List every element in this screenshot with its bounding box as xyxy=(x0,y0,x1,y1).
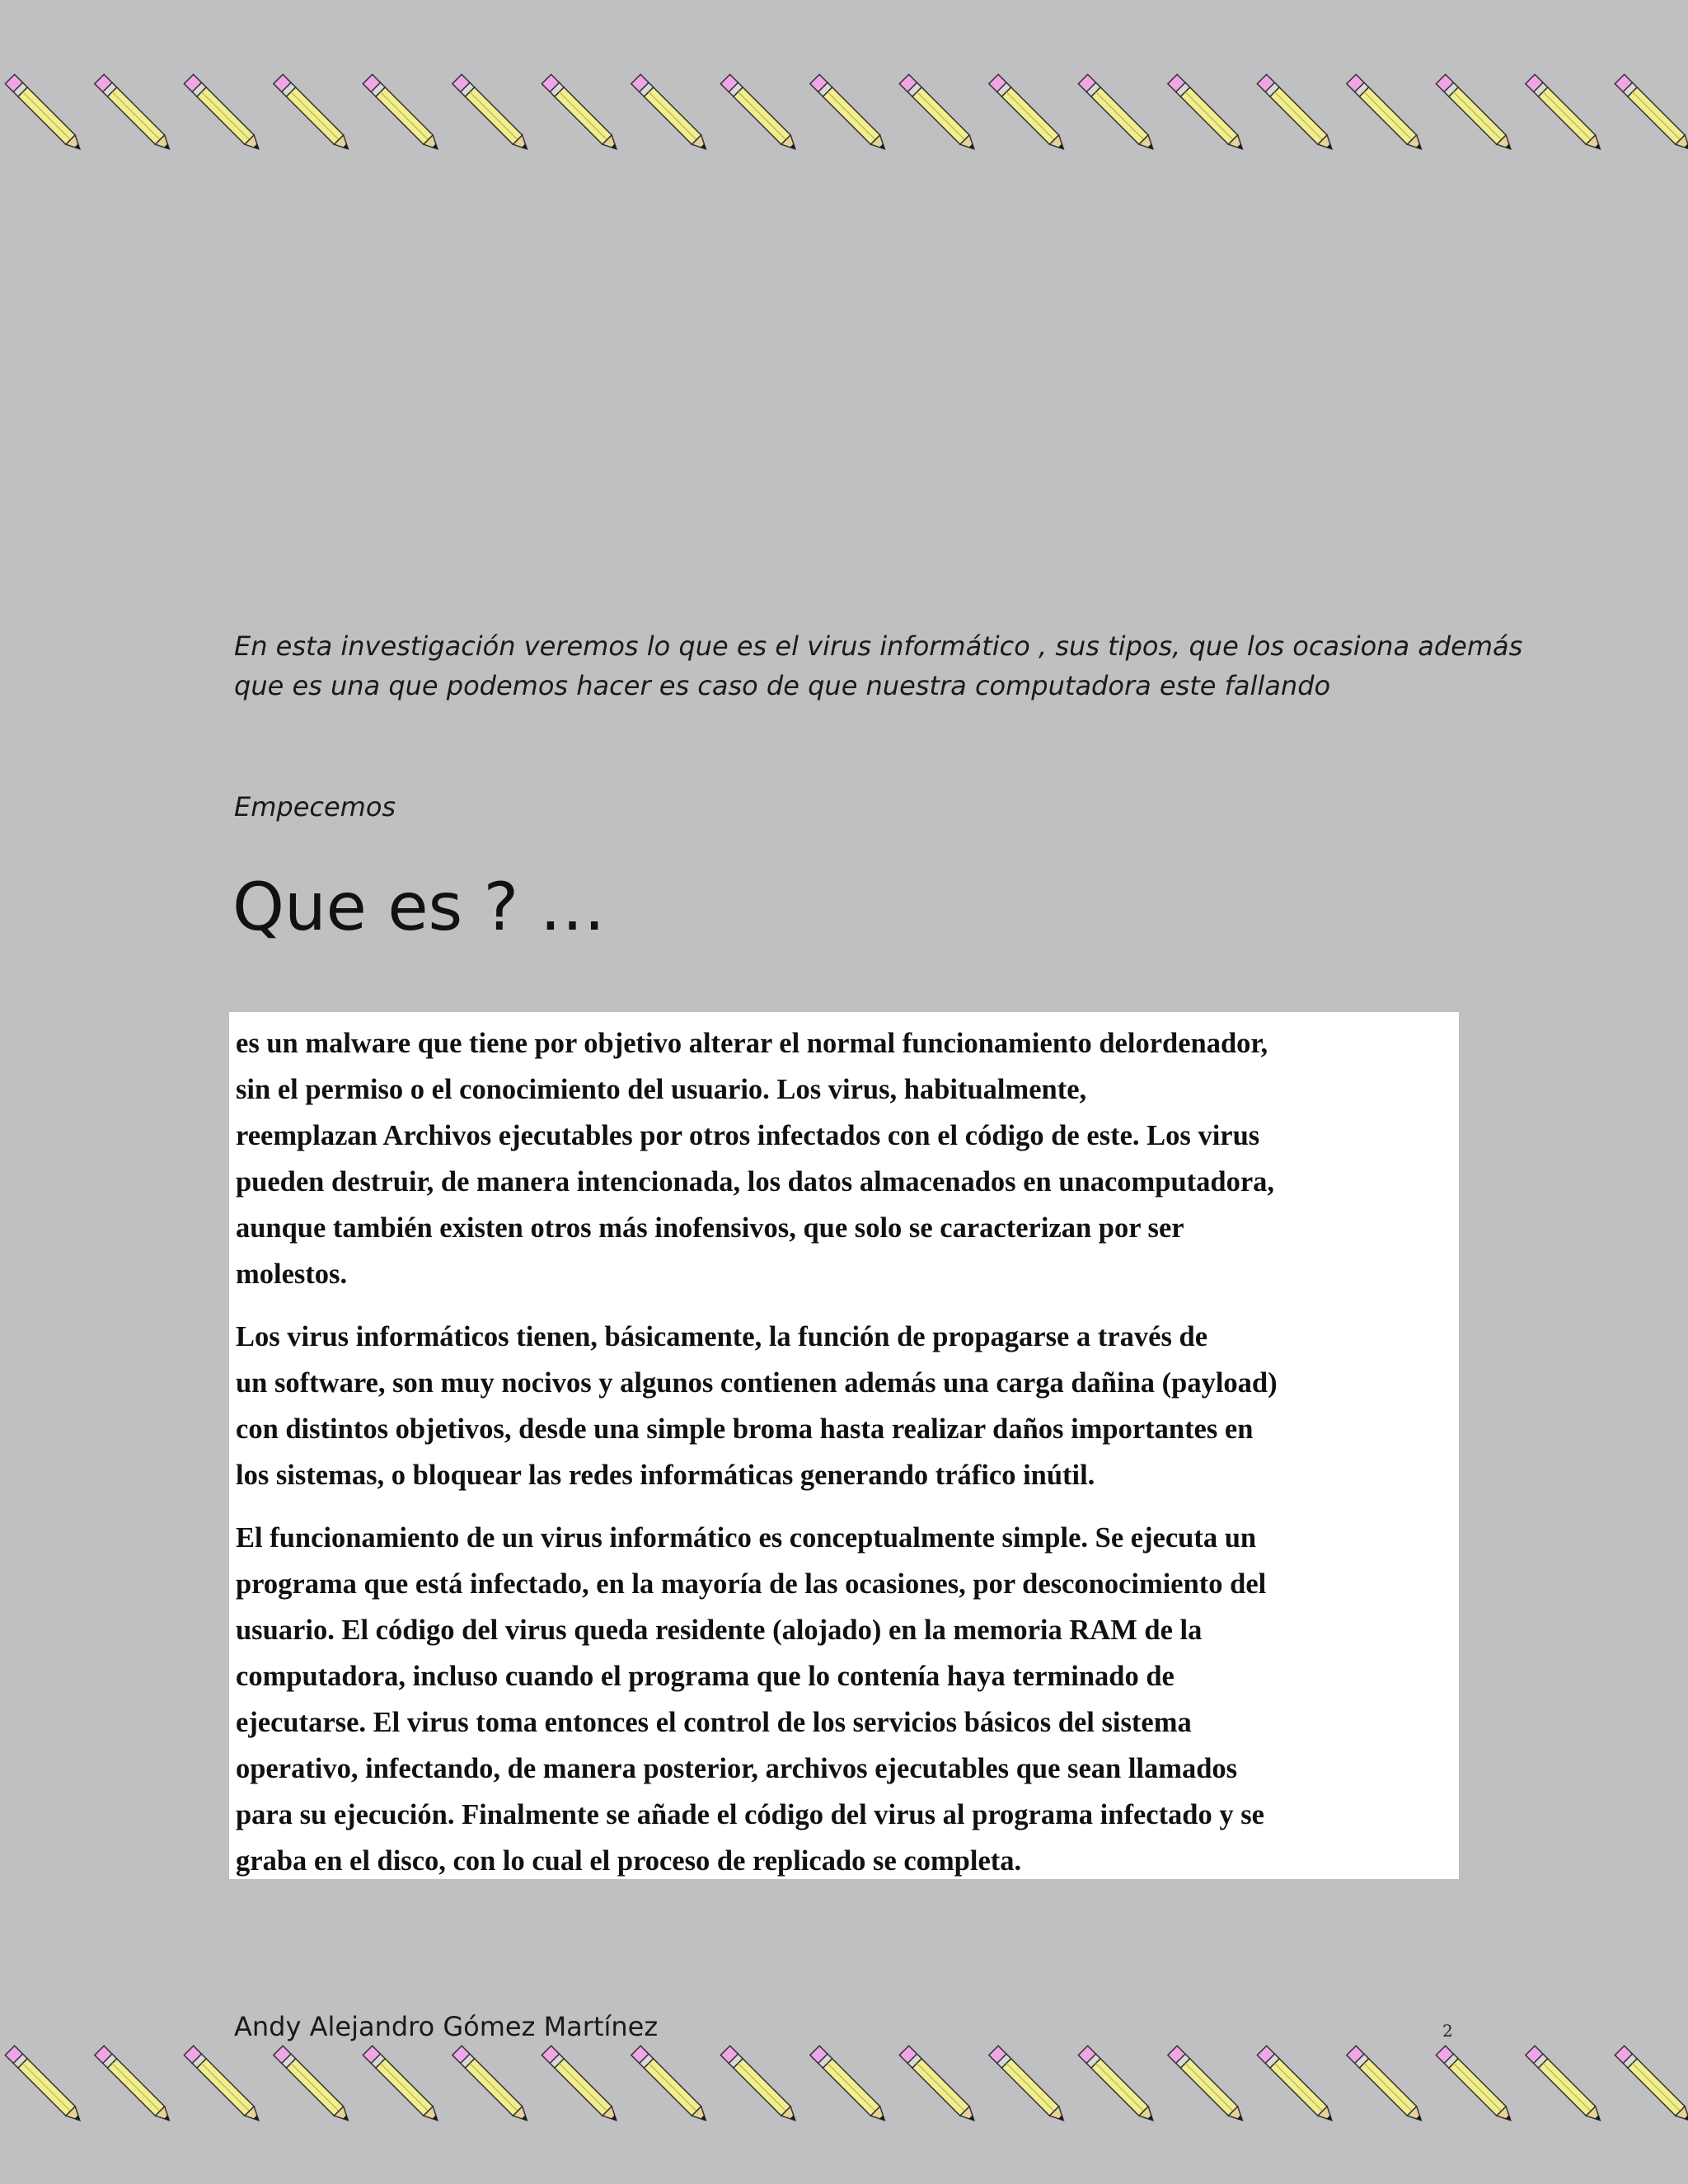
pencil-icon xyxy=(95,2046,174,2125)
pencil-icon xyxy=(95,74,174,153)
paragraph-line: El funcionamiento de un virus informático es conceptualmente simple. Se ejecuta un xyxy=(236,1522,1257,1554)
pencil-icon xyxy=(5,2046,84,2125)
paragraph-definition xyxy=(236,1020,1452,1297)
paragraph-line: los sistemas, o bloquear las redes informáticas generando tráfico inútil. xyxy=(236,1460,1095,1491)
pencil-icon xyxy=(1615,74,1688,153)
pencil-border-bottom xyxy=(0,2036,1688,2151)
pencil-icon xyxy=(1347,2046,1426,2125)
pencil-icon xyxy=(1168,2046,1247,2125)
paragraph-line: para su ejecución. Finalmente se añade el código del virus al programa infectado y se xyxy=(236,1799,1264,1830)
paragraph-line: reemplazan Archivos ejecutables por otros infectados con el código de este. Los virus xyxy=(236,1120,1260,1151)
pencil-icon xyxy=(720,74,799,153)
paragraph-operation xyxy=(236,1515,1452,1884)
pencil-icon xyxy=(274,2046,353,2125)
pencil-icon xyxy=(452,74,532,153)
top-pencil-border xyxy=(0,64,1688,180)
paragraph-line: operativo, infectando, de manera posterior, archivos ejecutables que sean llamados xyxy=(236,1753,1238,1784)
pencil-icon xyxy=(184,74,263,153)
paragraph-line: ejecutarse. El virus toma entonces el control de los servicios básicos del sistema xyxy=(236,1707,1192,1738)
pencil-icon xyxy=(1257,2046,1336,2125)
intro-line: que es una que podemos hacer es caso de que nuestra computadora este fallando xyxy=(234,670,1331,701)
pencil-icon xyxy=(542,74,621,153)
paragraph-line: programa que está infectado, en la mayoría de las ocasiones, por desconocimiento del xyxy=(236,1568,1267,1600)
pencil-border-top xyxy=(0,64,1688,180)
start-label: Empecemos xyxy=(234,791,396,823)
page-number: 2 xyxy=(1442,2021,1453,2041)
pencil-icon xyxy=(1615,2046,1688,2125)
pencil-icon xyxy=(1526,74,1605,153)
pencil-icon xyxy=(899,2046,978,2125)
pencil-icon xyxy=(631,2046,710,2125)
paragraph-line: usuario. El código del virus queda residente (alojado) en la memoria RAM de la xyxy=(236,1615,1203,1646)
paragraph-line: computadora, incluso cuando el programa que lo contenía haya terminado de xyxy=(236,1661,1175,1692)
pencil-icon xyxy=(1078,74,1157,153)
pencil-icon xyxy=(542,2046,621,2125)
section-heading: Que es ? … xyxy=(232,869,606,945)
pencil-icon xyxy=(5,74,84,153)
paragraph-line: es un malware que tiene por objetivo alterar el normal funcionamiento delordenador, xyxy=(236,1028,1268,1059)
footer-author: Andy Alejandro Gómez Martínez xyxy=(234,2011,659,2042)
paragraph-line: con distintos objetivos, desde una simple broma hasta realizar daños importantes en xyxy=(236,1413,1254,1445)
pencil-icon xyxy=(631,74,710,153)
intro-line: En esta investigación veremos lo que es el virus informático , sus tipos, que los ocasiona además xyxy=(234,630,1523,662)
pencil-icon xyxy=(720,2046,799,2125)
pencil-icon xyxy=(989,74,1068,153)
pencil-icon xyxy=(184,2046,263,2125)
content-box xyxy=(229,1012,1459,1879)
pencil-icon xyxy=(1347,74,1426,153)
pencil-icon xyxy=(1526,2046,1605,2125)
pencil-icon xyxy=(810,74,889,153)
pencil-icon xyxy=(1257,74,1336,153)
paragraph-line: Los virus informáticos tienen, básicamente, la función de propagarse a través de xyxy=(236,1321,1208,1352)
bottom-pencil-border xyxy=(0,2036,1688,2151)
pencil-icon xyxy=(810,2046,889,2125)
pencil-icon xyxy=(1168,74,1247,153)
paragraph-line: un software, son muy nocivos y algunos contienen además una carga dañina (payload) xyxy=(236,1367,1278,1399)
paragraph-line: sin el permiso o el conocimiento del usuario. Los virus, habitualmente, xyxy=(236,1074,1087,1105)
pencil-icon xyxy=(274,74,353,153)
intro-text xyxy=(234,626,1523,705)
paragraph-line: pueden destruir, de manera intencionada, los datos almacenados en unacomputadora, xyxy=(236,1166,1275,1197)
pencil-icon xyxy=(363,2046,442,2125)
pencil-icon xyxy=(1436,74,1515,153)
paragraph-line: graba en el disco, con lo cual el proceso de replicado se completa. xyxy=(236,1845,1022,1877)
pencil-icon xyxy=(1436,2046,1515,2125)
paragraph-line: molestos. xyxy=(236,1258,348,1290)
pencil-icon xyxy=(363,74,442,153)
pencil-icon xyxy=(1078,2046,1157,2125)
pencil-icon xyxy=(899,74,978,153)
paragraph-line: aunque también existen otros más inofensivos, que solo se caracterizan por ser xyxy=(236,1212,1184,1244)
pencil-icon xyxy=(989,2046,1068,2125)
pencil-icon xyxy=(452,2046,532,2125)
paragraph-function xyxy=(236,1314,1452,1498)
